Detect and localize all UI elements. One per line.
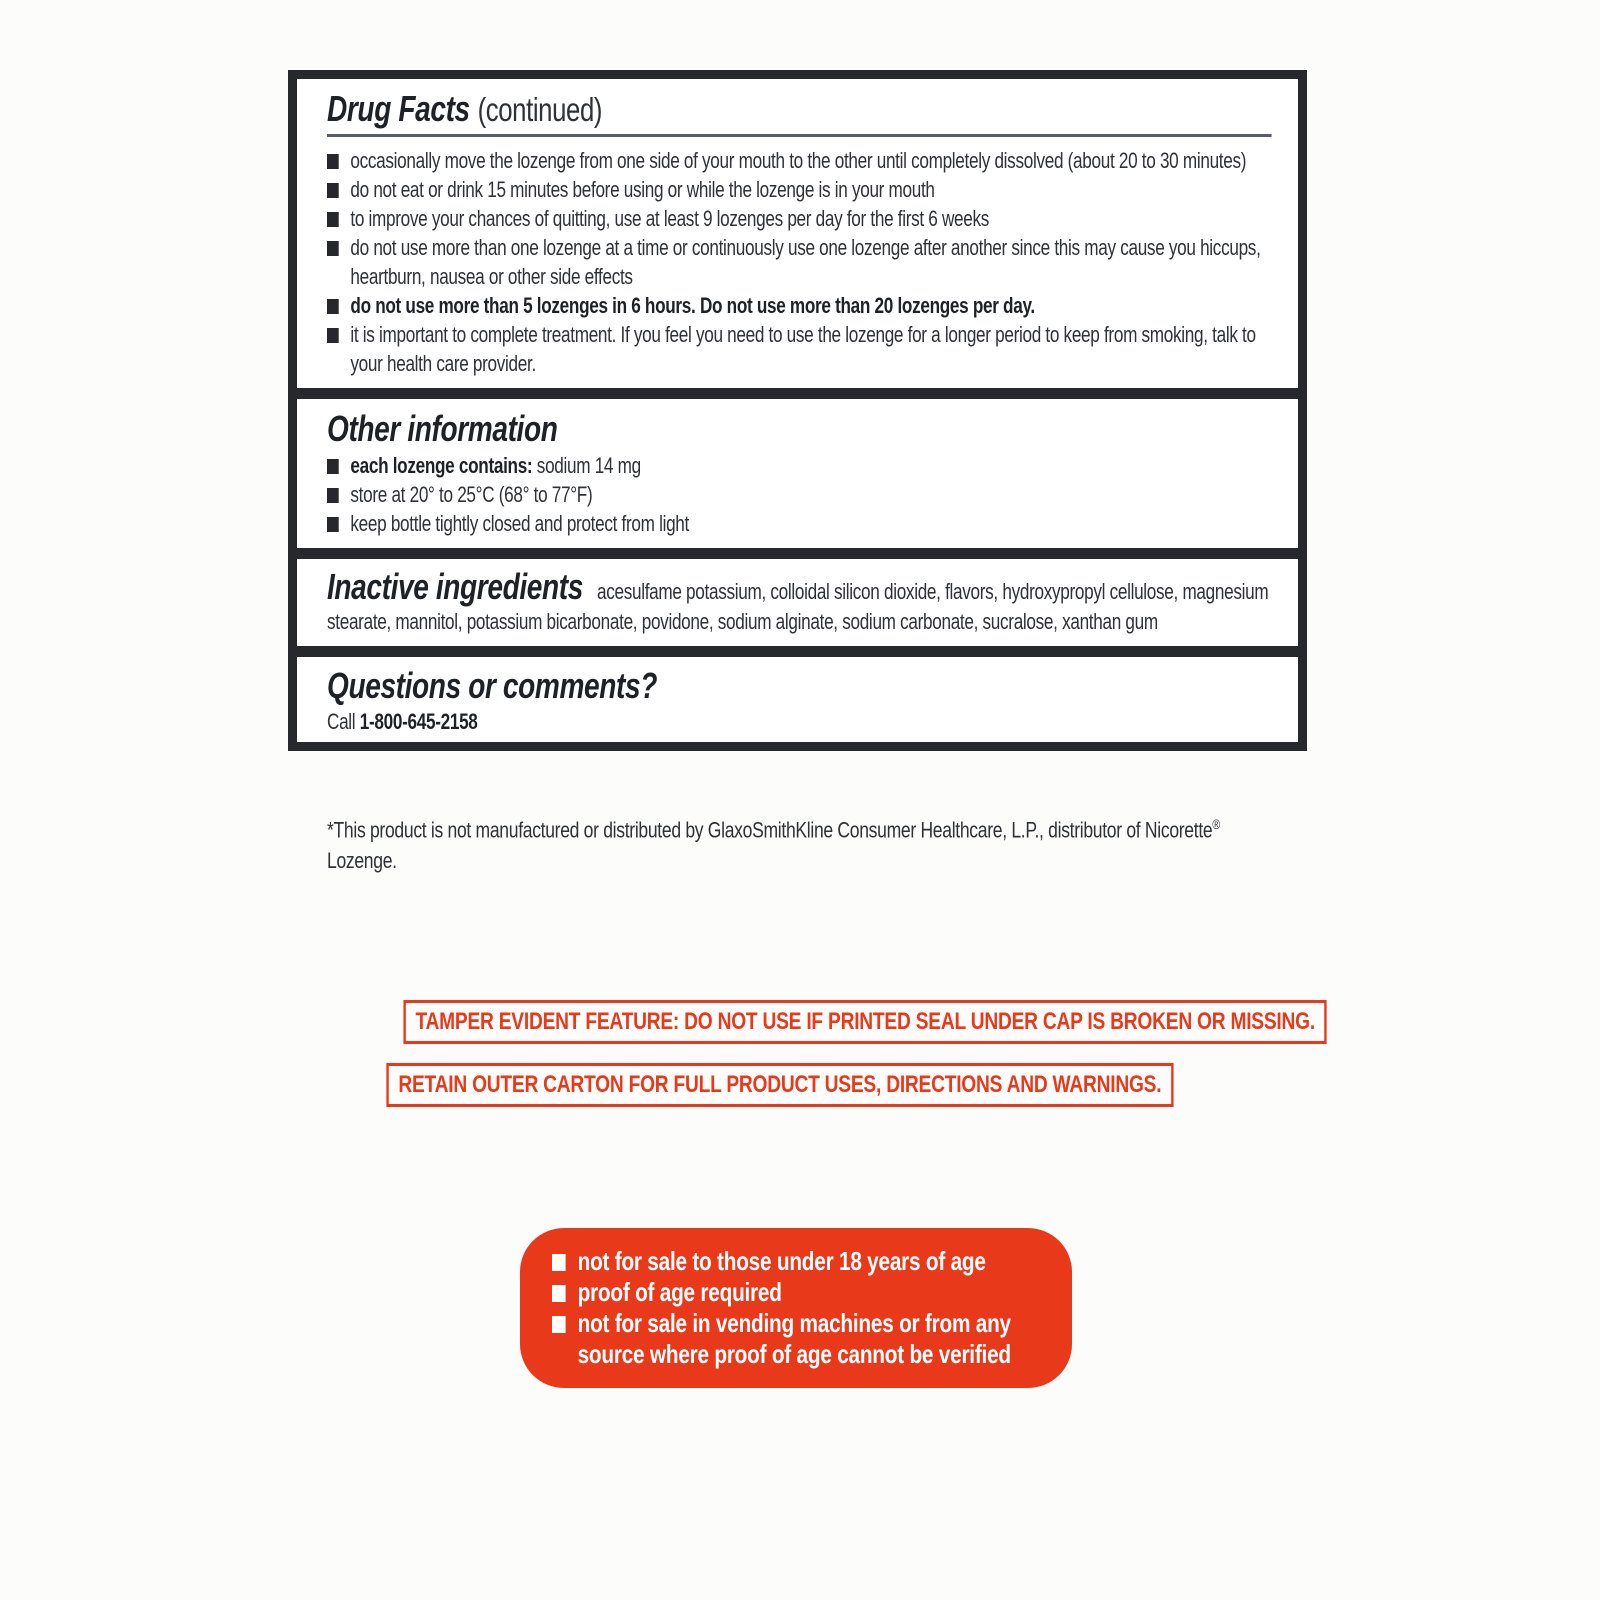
list-item: keep bottle tightly closed and protect from light	[327, 509, 1272, 538]
tamper-banner-row	[288, 1000, 1315, 1044]
continued-label: (continued)	[477, 91, 603, 128]
section-questions	[297, 646, 1298, 742]
list-item: store at 20° to 25°C (68° to 77°F)	[327, 480, 1272, 509]
bullet-square-icon	[327, 299, 339, 314]
list-item: do not use more than one lozenge at a time or continuously use one lozenge after another since this may cause you hiccups, heartburn, nausea or other side effects	[327, 233, 1272, 291]
drug-facts-title-text: Drug Facts	[327, 88, 470, 129]
list-item: not for sale in vending machines or from any source where proof of age cannot be verified	[552, 1308, 1056, 1370]
bullet-square-icon	[327, 212, 339, 227]
phone-number: 1-800-645-2158	[359, 709, 478, 734]
bullet-square-icon	[552, 1254, 566, 1271]
bullet-square-icon	[327, 154, 339, 169]
bullet-square-icon	[552, 1316, 566, 1333]
section-drug-facts	[297, 79, 1298, 388]
inactive-ingredients-title: Inactive ingredients	[327, 566, 583, 607]
list-item: proof of age required	[552, 1277, 1056, 1308]
bullet-square-icon	[327, 488, 339, 503]
bullet-square-icon	[552, 1285, 566, 1302]
retain-banner-row	[288, 1063, 1268, 1107]
list-item: to improve your chances of quitting, use at least 9 lozenges per day for the first 6 weeks	[327, 204, 1272, 233]
list-item: occasionally move the lozenge from one side of your mouth to the other until completely dissolved (about 20 to 30 minutes)	[327, 146, 1272, 175]
inactive-ingredients-text: acesulfame potassium, colloidal silicon dioxide, flavors, hydroxypropyl cellulose, magnesium stearate, mannitol, potassium bicarbonate, povidone, sodium alginate, sodium carbonate, sucralose, xanthan gum	[327, 579, 1269, 634]
list-item: each lozenge contains: sodium 14 mg	[327, 451, 1272, 480]
section-inactive-ingredients	[297, 548, 1298, 646]
list-item: do not use more than 5 lozenges in 6 hours. Do not use more than 20 lozenges per day.	[327, 291, 1272, 320]
tamper-banner: TAMPER EVIDENT FEATURE: DO NOT USE IF PRINTED SEAL UNDER CAP IS BROKEN OR MISSING.	[403, 1000, 1327, 1044]
bullet-square-icon	[327, 183, 339, 198]
retain-banner: RETAIN OUTER CARTON FOR FULL PRODUCT USES, DIRECTIONS AND WARNINGS.	[386, 1063, 1173, 1107]
questions-title: Questions or comments?	[327, 665, 658, 706]
list-item: not for sale to those under 18 years of age	[552, 1246, 1056, 1277]
drug-facts-title	[327, 87, 1272, 132]
bullet-square-icon	[327, 459, 339, 474]
list-item: do not eat or drink 15 minutes before using or while the lozenge is in your mouth	[327, 175, 1272, 204]
list-item: it is important to complete treatment. If you feel you need to use the lozenge for a longer period to keep from smoking, talk to your health care provider.	[327, 320, 1272, 378]
bullet-square-icon	[327, 517, 339, 532]
questions-call-line: Call 1-800-645-2158	[327, 709, 478, 734]
drug-facts-panel	[288, 70, 1307, 751]
registered-mark: ®	[1212, 817, 1220, 832]
bullet-square-icon	[327, 328, 339, 343]
footnote: *This product is not manufactured or distributed by GlaxoSmithKline Consumer Healthcare, L.P., distributor of Nicorette® Lozenge.	[327, 817, 1220, 873]
section-other-information	[297, 388, 1298, 548]
age-restriction-box	[520, 1228, 1072, 1388]
other-information-title: Other information	[327, 408, 558, 449]
bullet-square-icon	[327, 241, 339, 256]
title-rule	[327, 134, 1272, 137]
